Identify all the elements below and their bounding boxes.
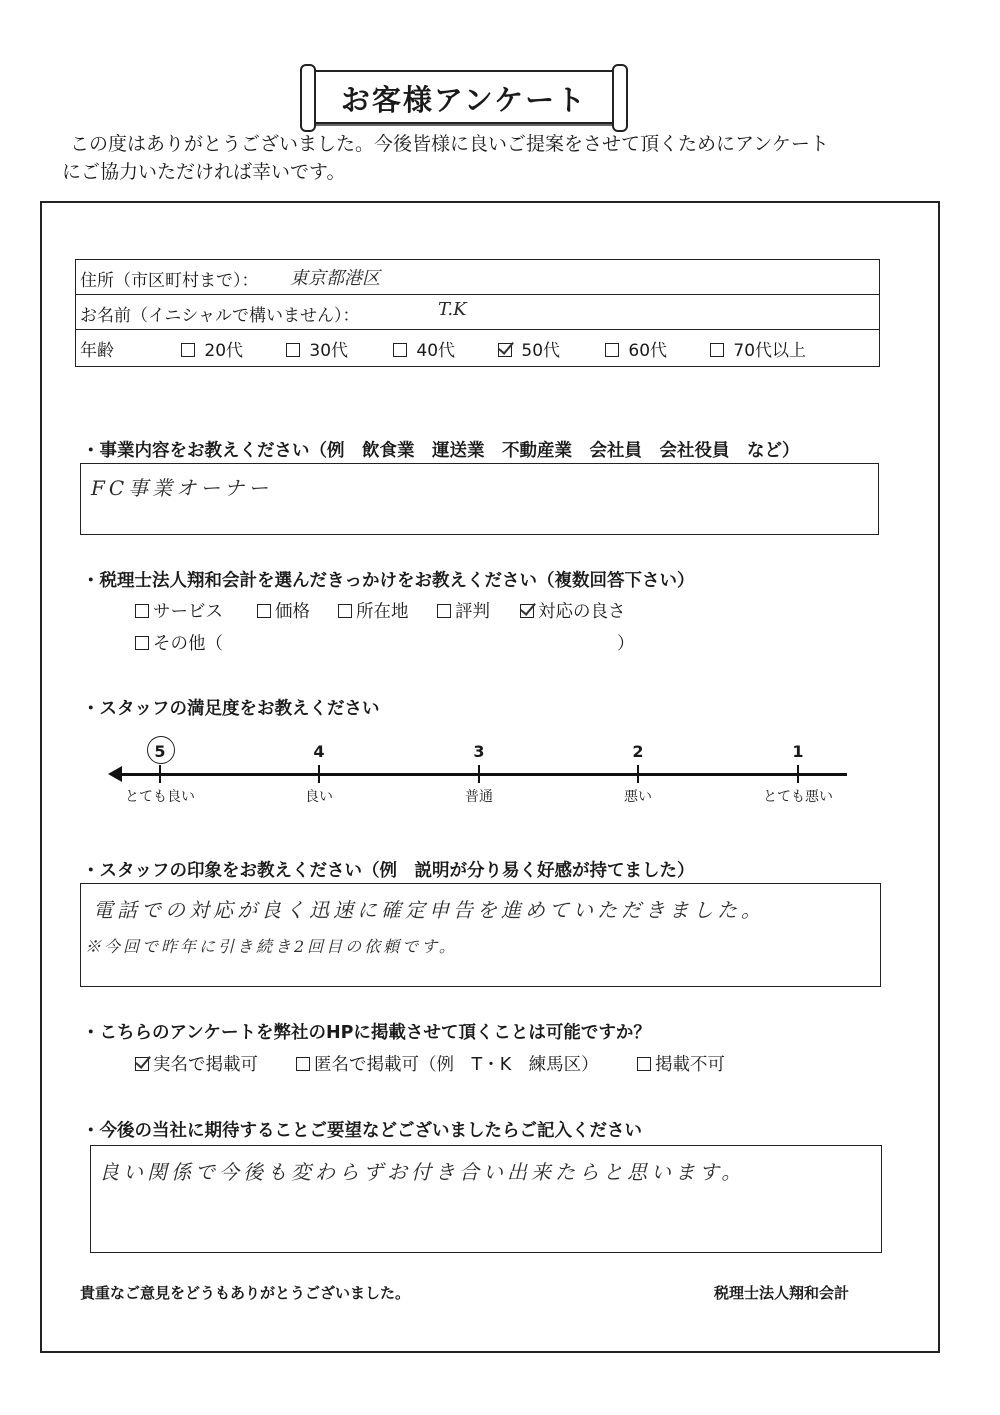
- answer-impression-line-2: ※今回で昨年に引き続き2回目の依頼です。: [85, 937, 458, 956]
- checkbox-icon: [181, 343, 195, 357]
- respondent-info-table: [75, 259, 880, 367]
- address-label: 住所（市区町村まで）：: [80, 271, 259, 291]
- answer-box-business[interactable]: [80, 463, 879, 535]
- answer-impression-line-1: 電話での対応が良く迅速に確定申告を進めていただきました。: [93, 898, 765, 922]
- checkbox-icon: [710, 343, 724, 357]
- scale-label-1: とても悪い: [763, 789, 833, 805]
- checkbox-icon: [257, 604, 271, 618]
- page-title: お客様アンケート: [340, 83, 588, 117]
- checkbox-icon: [637, 1057, 651, 1071]
- scale-number-4[interactable]: 4: [313, 742, 325, 761]
- checkbox-icon: [338, 604, 352, 618]
- reason-other-close: ）: [617, 634, 635, 654]
- scale-tick-4: [318, 765, 320, 783]
- answer-box-expectations[interactable]: [90, 1145, 882, 1253]
- age-option-50[interactable]: 50代: [498, 336, 560, 361]
- answer-box-impression[interactable]: [80, 883, 881, 987]
- question-impression: ・スタッフの印象をお教えください（例 説明が分り易く好感が持てました）: [82, 861, 695, 881]
- answer-business: FC事業オーナー: [91, 476, 273, 500]
- age-option-60[interactable]: 60代: [605, 336, 667, 361]
- intro-line-2: にご協力いただければ幸いです。: [62, 161, 346, 183]
- scale-tick-5: [159, 765, 161, 783]
- scale-label-3: 普通: [465, 789, 493, 805]
- reason-option-location[interactable]: 所在地: [338, 598, 409, 623]
- scale-label-4: 良い: [305, 789, 333, 805]
- reason-option-service[interactable]: サービス: [135, 598, 223, 623]
- checkbox-icon: [393, 343, 407, 357]
- scale-number-1[interactable]: 1: [792, 742, 804, 761]
- reason-option-response[interactable]: 対応の良さ: [520, 598, 626, 623]
- checkbox-icon: [605, 343, 619, 357]
- checkbox-checked-icon: [520, 604, 534, 618]
- question-expectations: ・今後の当社に期待することご要望などございましたらご記入ください: [82, 1121, 642, 1141]
- reason-option-price[interactable]: 価格: [257, 598, 310, 623]
- reason-option-reputation[interactable]: 評判: [437, 598, 490, 623]
- age-row: [76, 330, 879, 364]
- scale-tick-2: [637, 765, 639, 783]
- address-row: [76, 260, 879, 295]
- question-publish: ・こちらのアンケートを弊社のHPに掲載させて頂くことは可能ですか？: [82, 1023, 651, 1043]
- scale-tick-1: [797, 765, 799, 783]
- name-label: お名前（イニシャルで構いません）：: [80, 306, 360, 326]
- name-row: [76, 295, 879, 330]
- scale-number-3[interactable]: 3: [473, 742, 485, 761]
- publish-option-real-name[interactable]: 実名で掲載可: [135, 1051, 258, 1076]
- footer-company: 税理士法人翔和会計: [714, 1284, 850, 1302]
- checkbox-checked-icon: [498, 343, 512, 357]
- checkbox-icon: [135, 604, 149, 618]
- address-value[interactable]: 東京都港区: [290, 268, 380, 289]
- checkbox-icon: [135, 636, 149, 650]
- scale-label-2: 悪い: [624, 789, 652, 805]
- checkbox-icon: [437, 604, 451, 618]
- checkbox-checked-icon: [135, 1057, 149, 1071]
- age-option-30[interactable]: 30代: [286, 336, 348, 361]
- question-reason: ・税理士法人翔和会計を選んだきっかけをお教えください（複数回答下さい）: [82, 571, 695, 591]
- age-option-20[interactable]: 20代: [181, 336, 243, 361]
- question-business: ・事業内容をお教えください（例 飲食業 運送業 不動産業 会社員 会社役員 など）: [82, 441, 800, 461]
- scroll-right-decoration: [612, 64, 628, 132]
- publish-option-anonymous[interactable]: 匿名で掲載可（例 T・K 練馬区）: [296, 1051, 599, 1076]
- name-value[interactable]: T.K: [438, 299, 467, 320]
- scale-number-5[interactable]: 5: [154, 742, 166, 761]
- answer-expectations: 良い関係で今後も変わらずお付き合い出来たらと思います。: [99, 1160, 746, 1184]
- checkbox-icon: [296, 1057, 310, 1071]
- scale-tick-3: [478, 765, 480, 783]
- title-banner: [312, 70, 616, 124]
- age-label: 年齢: [80, 341, 114, 361]
- question-satisfaction: ・スタッフの満足度をお教えください: [82, 699, 380, 719]
- satisfaction-scale-line: [117, 773, 847, 776]
- scale-label-5: とても良い: [125, 789, 195, 805]
- intro-text: [62, 130, 942, 186]
- intro-line-1: この度はありがとうございました。今後皆様に良いご提案をさせて頂くためにアンケート: [70, 133, 829, 155]
- publish-option-no[interactable]: 掲載不可: [637, 1051, 725, 1076]
- checkbox-icon: [286, 343, 300, 357]
- reason-option-other[interactable]: その他（: [135, 630, 223, 655]
- age-option-40[interactable]: 40代: [393, 336, 455, 361]
- footer-thanks: 貴重なご意見をどうもありがとうございました。: [80, 1284, 411, 1302]
- age-option-70-plus[interactable]: 70代以上: [710, 336, 806, 361]
- scale-number-2[interactable]: 2: [632, 742, 644, 761]
